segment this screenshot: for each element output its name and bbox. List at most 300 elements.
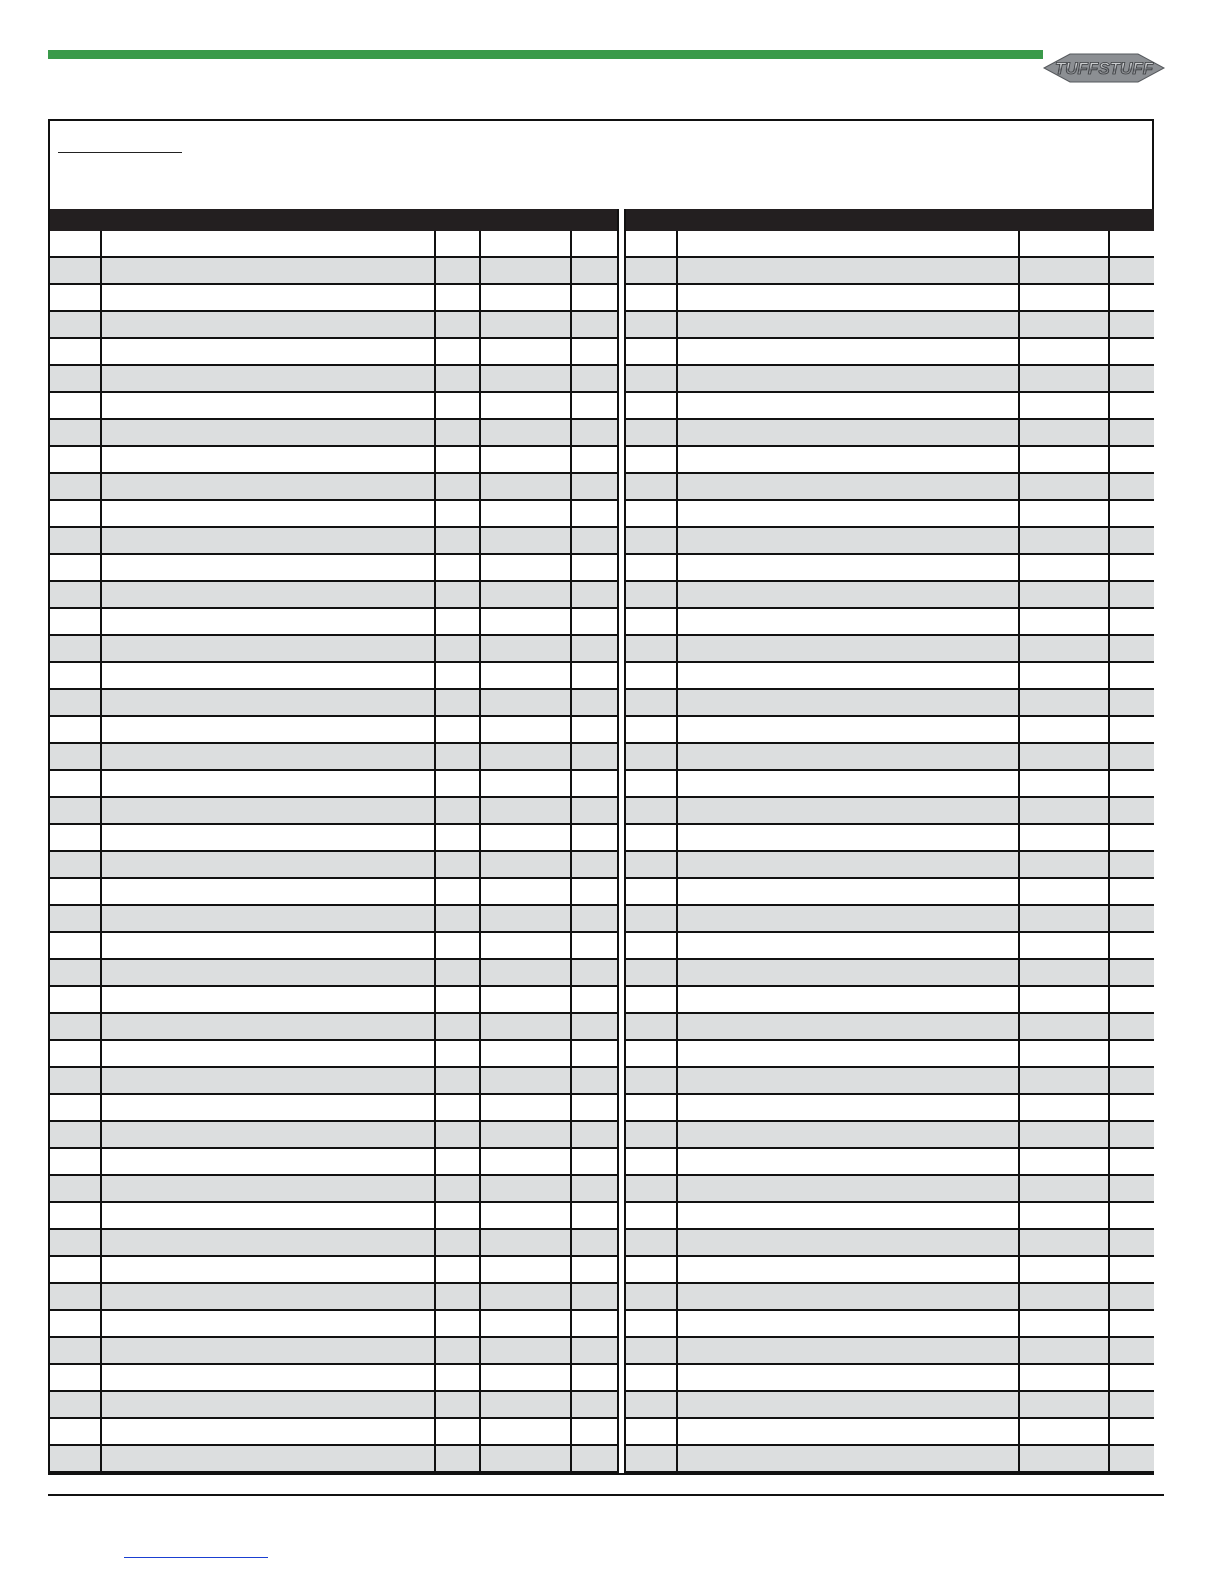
left-table-cell[interactable] [50,1068,102,1093]
left-table-cell[interactable] [572,663,617,688]
left-table-cell[interactable] [102,744,436,769]
right-table-cell[interactable] [1020,1365,1110,1390]
left-table-cell[interactable] [102,582,436,607]
right-table-cell[interactable] [678,1068,1020,1093]
left-table-cell[interactable] [50,636,102,661]
left-table-cell[interactable] [102,528,436,553]
left-table-cell[interactable] [572,852,617,877]
left-table-cell[interactable] [572,528,617,553]
right-table-cell[interactable] [626,852,678,877]
left-table-cell[interactable] [50,690,102,715]
left-table-cell[interactable] [572,1230,617,1255]
left-table-cell[interactable] [436,852,481,877]
right-table-cell[interactable] [1020,393,1110,418]
right-table-cell[interactable] [626,1284,678,1309]
right-table-cell[interactable] [1020,258,1110,283]
right-table-cell[interactable] [1020,906,1110,931]
right-table-cell[interactable] [1110,933,1154,958]
right-table-cell[interactable] [1110,1365,1154,1390]
left-table-cell[interactable] [102,1338,436,1363]
left-table-cell[interactable] [50,663,102,688]
right-table-cell[interactable] [1110,1419,1154,1444]
left-table-cell[interactable] [436,1365,481,1390]
left-table-cell[interactable] [436,717,481,742]
left-table-cell[interactable] [572,1311,617,1336]
left-table-cell[interactable] [50,852,102,877]
right-table-cell[interactable] [626,501,678,526]
right-table-cell[interactable] [626,1419,678,1444]
right-table-cell[interactable] [626,771,678,796]
right-table-cell[interactable] [1020,879,1110,904]
left-table-cell[interactable] [50,879,102,904]
left-table-cell[interactable] [436,1311,481,1336]
left-table-cell[interactable] [481,960,572,985]
left-table-cell[interactable] [572,420,617,445]
left-table-cell[interactable] [102,960,436,985]
right-table-cell[interactable] [678,1338,1020,1363]
right-table-cell[interactable] [1020,474,1110,499]
right-table-cell[interactable] [626,1149,678,1174]
right-table-cell[interactable] [678,744,1020,769]
left-table-cell[interactable] [436,987,481,1012]
left-table-cell[interactable] [50,393,102,418]
left-table-cell[interactable] [50,1122,102,1147]
left-table-cell[interactable] [481,231,572,256]
right-table-cell[interactable] [626,582,678,607]
left-table-cell[interactable] [102,1365,436,1390]
right-table-cell[interactable] [678,960,1020,985]
right-table-cell[interactable] [626,933,678,958]
right-table-cell[interactable] [626,1176,678,1201]
right-table-cell[interactable] [1110,582,1154,607]
left-table-cell[interactable] [102,933,436,958]
right-table-cell[interactable] [626,339,678,364]
left-table-cell[interactable] [572,1014,617,1039]
left-table-cell[interactable] [102,1392,436,1417]
right-table-cell[interactable] [626,420,678,445]
right-table-cell[interactable] [626,825,678,850]
right-table-cell[interactable] [626,663,678,688]
left-table-cell[interactable] [436,366,481,391]
left-table-cell[interactable] [102,501,436,526]
left-table-cell[interactable] [481,258,572,283]
left-table-cell[interactable] [50,1203,102,1228]
right-table-cell[interactable] [1110,1284,1154,1309]
right-table-cell[interactable] [626,717,678,742]
right-table-cell[interactable] [1110,1014,1154,1039]
left-table-cell[interactable] [481,339,572,364]
right-table-cell[interactable] [678,1365,1020,1390]
left-table-cell[interactable] [481,1149,572,1174]
right-table-cell[interactable] [626,1257,678,1282]
left-table-cell[interactable] [572,1068,617,1093]
left-table-cell[interactable] [572,285,617,310]
right-table-cell[interactable] [678,663,1020,688]
left-table-cell[interactable] [572,1041,617,1066]
right-table-cell[interactable] [1020,744,1110,769]
right-table-cell[interactable] [1110,528,1154,553]
left-table-cell[interactable] [102,1149,436,1174]
left-table-cell[interactable] [102,852,436,877]
left-table-cell[interactable] [436,879,481,904]
left-table-cell[interactable] [436,1014,481,1039]
right-table-cell[interactable] [1110,609,1154,634]
right-table-cell[interactable] [1110,798,1154,823]
right-table-cell[interactable] [626,987,678,1012]
left-table-cell[interactable] [50,609,102,634]
left-table-cell[interactable] [572,771,617,796]
left-table-cell[interactable] [572,339,617,364]
right-table-cell[interactable] [626,1365,678,1390]
left-table-cell[interactable] [572,1338,617,1363]
left-table-cell[interactable] [102,609,436,634]
left-table-cell[interactable] [102,906,436,931]
right-table-cell[interactable] [626,528,678,553]
right-table-cell[interactable] [1020,825,1110,850]
left-table-cell[interactable] [50,1176,102,1201]
left-table-cell[interactable] [50,1446,102,1471]
left-table-cell[interactable] [436,1149,481,1174]
left-table-cell[interactable] [102,285,436,310]
right-table-cell[interactable] [1110,555,1154,580]
left-table-cell[interactable] [50,285,102,310]
left-table-cell[interactable] [481,366,572,391]
left-table-cell[interactable] [50,231,102,256]
right-table-cell[interactable] [626,1311,678,1336]
right-table-cell[interactable] [1110,366,1154,391]
right-table-cell[interactable] [1110,906,1154,931]
left-table-cell[interactable] [481,1068,572,1093]
right-table-cell[interactable] [1110,1176,1154,1201]
left-table-cell[interactable] [481,1230,572,1255]
left-table-cell[interactable] [481,636,572,661]
right-table-cell[interactable] [678,582,1020,607]
left-table-cell[interactable] [50,312,102,337]
left-table-cell[interactable] [572,1149,617,1174]
left-table-cell[interactable] [481,798,572,823]
left-table-cell[interactable] [102,1203,436,1228]
right-table-cell[interactable] [1020,798,1110,823]
left-table-cell[interactable] [436,906,481,931]
left-table-cell[interactable] [572,258,617,283]
right-table-cell[interactable] [626,1122,678,1147]
left-table-cell[interactable] [572,231,617,256]
left-table-cell[interactable] [481,609,572,634]
left-table-cell[interactable] [572,1365,617,1390]
right-table-cell[interactable] [678,933,1020,958]
right-table-cell[interactable] [1020,1014,1110,1039]
right-table-cell[interactable] [678,1176,1020,1201]
left-table-cell[interactable] [481,771,572,796]
left-table-cell[interactable] [572,312,617,337]
right-table-cell[interactable] [1020,285,1110,310]
left-table-cell[interactable] [102,1419,436,1444]
right-table-cell[interactable] [626,1392,678,1417]
right-table-cell[interactable] [626,1446,678,1471]
right-table-cell[interactable] [1020,1203,1110,1228]
right-table-cell[interactable] [1020,852,1110,877]
left-table-cell[interactable] [572,798,617,823]
right-table-cell[interactable] [1110,771,1154,796]
right-table-cell[interactable] [1110,1122,1154,1147]
right-table-cell[interactable] [678,609,1020,634]
left-table-cell[interactable] [102,1230,436,1255]
left-table-cell[interactable] [481,1284,572,1309]
left-table-cell[interactable] [50,1149,102,1174]
left-table-cell[interactable] [572,933,617,958]
right-table-cell[interactable] [1110,1230,1154,1255]
right-table-cell[interactable] [1020,555,1110,580]
left-table-cell[interactable] [102,1095,436,1120]
left-table-cell[interactable] [50,555,102,580]
left-table-cell[interactable] [50,906,102,931]
left-table-cell[interactable] [436,285,481,310]
right-table-cell[interactable] [678,528,1020,553]
right-table-cell[interactable] [678,879,1020,904]
left-table-cell[interactable] [436,1419,481,1444]
left-table-cell[interactable] [436,474,481,499]
right-table-cell[interactable] [678,312,1020,337]
right-table-cell[interactable] [678,825,1020,850]
right-table-cell[interactable] [1020,690,1110,715]
right-table-cell[interactable] [678,474,1020,499]
right-table-cell[interactable] [1110,285,1154,310]
right-table-cell[interactable] [678,1041,1020,1066]
right-table-cell[interactable] [1020,366,1110,391]
right-table-cell[interactable] [1020,1446,1110,1471]
left-table-cell[interactable] [481,1122,572,1147]
right-table-cell[interactable] [678,447,1020,472]
right-table-cell[interactable] [1110,744,1154,769]
left-table-cell[interactable] [436,501,481,526]
right-table-cell[interactable] [1110,1446,1154,1471]
right-table-cell[interactable] [678,366,1020,391]
left-table-cell[interactable] [436,1068,481,1093]
left-table-cell[interactable] [572,906,617,931]
left-table-cell[interactable] [102,1041,436,1066]
right-table-cell[interactable] [1020,663,1110,688]
left-table-cell[interactable] [50,1014,102,1039]
left-table-cell[interactable] [102,1014,436,1039]
left-table-cell[interactable] [572,1284,617,1309]
footer-link-underline[interactable] [124,1557,268,1558]
right-table-cell[interactable] [1020,636,1110,661]
right-table-cell[interactable] [678,636,1020,661]
left-table-cell[interactable] [50,339,102,364]
left-table-cell[interactable] [436,1284,481,1309]
right-table-cell[interactable] [626,1095,678,1120]
left-table-cell[interactable] [436,339,481,364]
right-table-cell[interactable] [1020,1068,1110,1093]
left-table-cell[interactable] [481,1338,572,1363]
left-table-cell[interactable] [102,1446,436,1471]
right-table-cell[interactable] [678,1203,1020,1228]
right-table-cell[interactable] [1110,852,1154,877]
right-table-cell[interactable] [1020,582,1110,607]
left-table-cell[interactable] [481,501,572,526]
left-table-cell[interactable] [102,798,436,823]
right-table-cell[interactable] [1110,1095,1154,1120]
left-table-cell[interactable] [50,420,102,445]
left-table-cell[interactable] [572,582,617,607]
right-table-cell[interactable] [1020,447,1110,472]
right-table-cell[interactable] [1020,1419,1110,1444]
left-table-cell[interactable] [50,501,102,526]
left-table-cell[interactable] [50,744,102,769]
left-table-cell[interactable] [436,636,481,661]
left-table-cell[interactable] [436,420,481,445]
left-table-cell[interactable] [436,1257,481,1282]
left-table-cell[interactable] [50,987,102,1012]
left-table-cell[interactable] [50,447,102,472]
right-table-cell[interactable] [678,771,1020,796]
left-table-cell[interactable] [481,1014,572,1039]
right-table-cell[interactable] [1110,1338,1154,1363]
right-table-cell[interactable] [1110,1311,1154,1336]
left-table-cell[interactable] [102,879,436,904]
left-table-cell[interactable] [481,987,572,1012]
right-table-cell[interactable] [1110,420,1154,445]
right-table-cell[interactable] [626,1068,678,1093]
right-table-cell[interactable] [678,555,1020,580]
right-table-cell[interactable] [1020,1230,1110,1255]
left-table-cell[interactable] [50,1095,102,1120]
left-table-cell[interactable] [572,447,617,472]
right-table-cell[interactable] [626,744,678,769]
left-table-cell[interactable] [481,825,572,850]
left-table-cell[interactable] [481,744,572,769]
left-table-cell[interactable] [481,474,572,499]
right-table-cell[interactable] [1110,825,1154,850]
right-table-cell[interactable] [1110,258,1154,283]
left-table-cell[interactable] [50,1284,102,1309]
left-table-cell[interactable] [572,366,617,391]
left-table-cell[interactable] [50,1338,102,1363]
left-table-cell[interactable] [572,1257,617,1282]
left-table-cell[interactable] [50,1230,102,1255]
right-table-cell[interactable] [678,1311,1020,1336]
left-table-cell[interactable] [481,879,572,904]
left-table-cell[interactable] [102,231,436,256]
right-table-cell[interactable] [678,1149,1020,1174]
left-table-cell[interactable] [102,825,436,850]
left-table-cell[interactable] [481,1419,572,1444]
right-table-cell[interactable] [678,690,1020,715]
right-table-cell[interactable] [678,339,1020,364]
right-table-cell[interactable] [626,1203,678,1228]
right-table-cell[interactable] [1110,393,1154,418]
left-table-cell[interactable] [572,1203,617,1228]
right-table-cell[interactable] [1020,1149,1110,1174]
right-table-cell[interactable] [626,366,678,391]
left-table-cell[interactable] [572,960,617,985]
left-table-cell[interactable] [436,582,481,607]
left-table-cell[interactable] [436,1095,481,1120]
right-table-cell[interactable] [1020,1311,1110,1336]
left-table-cell[interactable] [436,1446,481,1471]
left-table-cell[interactable] [50,366,102,391]
right-table-cell[interactable] [626,879,678,904]
left-table-cell[interactable] [436,258,481,283]
right-table-cell[interactable] [626,285,678,310]
right-table-cell[interactable] [1020,987,1110,1012]
left-table-cell[interactable] [481,1311,572,1336]
right-table-cell[interactable] [626,1041,678,1066]
right-table-cell[interactable] [1110,447,1154,472]
right-table-cell[interactable] [1110,1203,1154,1228]
right-table-cell[interactable] [1020,312,1110,337]
left-table-cell[interactable] [436,312,481,337]
left-table-cell[interactable] [50,1392,102,1417]
left-table-cell[interactable] [572,1176,617,1201]
left-table-cell[interactable] [102,447,436,472]
right-table-cell[interactable] [1110,690,1154,715]
left-table-cell[interactable] [436,744,481,769]
right-table-cell[interactable] [1110,717,1154,742]
right-table-cell[interactable] [626,609,678,634]
left-table-cell[interactable] [436,960,481,985]
left-table-cell[interactable] [481,1392,572,1417]
left-table-cell[interactable] [481,1095,572,1120]
left-table-cell[interactable] [102,663,436,688]
right-table-cell[interactable] [626,258,678,283]
right-table-cell[interactable] [678,1257,1020,1282]
right-table-cell[interactable] [1020,1176,1110,1201]
left-table-cell[interactable] [50,1041,102,1066]
left-table-cell[interactable] [102,717,436,742]
left-table-cell[interactable] [50,933,102,958]
left-table-cell[interactable] [481,690,572,715]
right-table-cell[interactable] [626,1014,678,1039]
right-table-cell[interactable] [1110,987,1154,1012]
left-table-cell[interactable] [481,852,572,877]
left-table-cell[interactable] [436,447,481,472]
right-table-cell[interactable] [1110,960,1154,985]
left-table-cell[interactable] [436,1392,481,1417]
right-table-cell[interactable] [678,420,1020,445]
left-table-cell[interactable] [102,366,436,391]
left-table-cell[interactable] [102,420,436,445]
left-table-cell[interactable] [50,825,102,850]
left-table-cell[interactable] [102,312,436,337]
right-table-cell[interactable] [1020,933,1110,958]
left-table-cell[interactable] [481,528,572,553]
left-table-cell[interactable] [436,1203,481,1228]
right-table-cell[interactable] [626,636,678,661]
right-table-cell[interactable] [1110,474,1154,499]
left-table-cell[interactable] [572,555,617,580]
left-table-cell[interactable] [481,906,572,931]
left-table-cell[interactable] [572,1392,617,1417]
right-table-cell[interactable] [678,1392,1020,1417]
left-table-cell[interactable] [102,258,436,283]
left-table-cell[interactable] [572,636,617,661]
left-table-cell[interactable] [572,825,617,850]
left-table-cell[interactable] [572,744,617,769]
left-table-cell[interactable] [481,420,572,445]
left-table-cell[interactable] [572,609,617,634]
left-table-cell[interactable] [102,1068,436,1093]
left-table-cell[interactable] [50,798,102,823]
left-table-cell[interactable] [50,1257,102,1282]
left-table-cell[interactable] [572,879,617,904]
right-table-cell[interactable] [678,798,1020,823]
right-table-cell[interactable] [678,1446,1020,1471]
right-table-cell[interactable] [1110,1392,1154,1417]
left-table-cell[interactable] [572,987,617,1012]
left-table-cell[interactable] [102,1122,436,1147]
left-table-cell[interactable] [436,1176,481,1201]
